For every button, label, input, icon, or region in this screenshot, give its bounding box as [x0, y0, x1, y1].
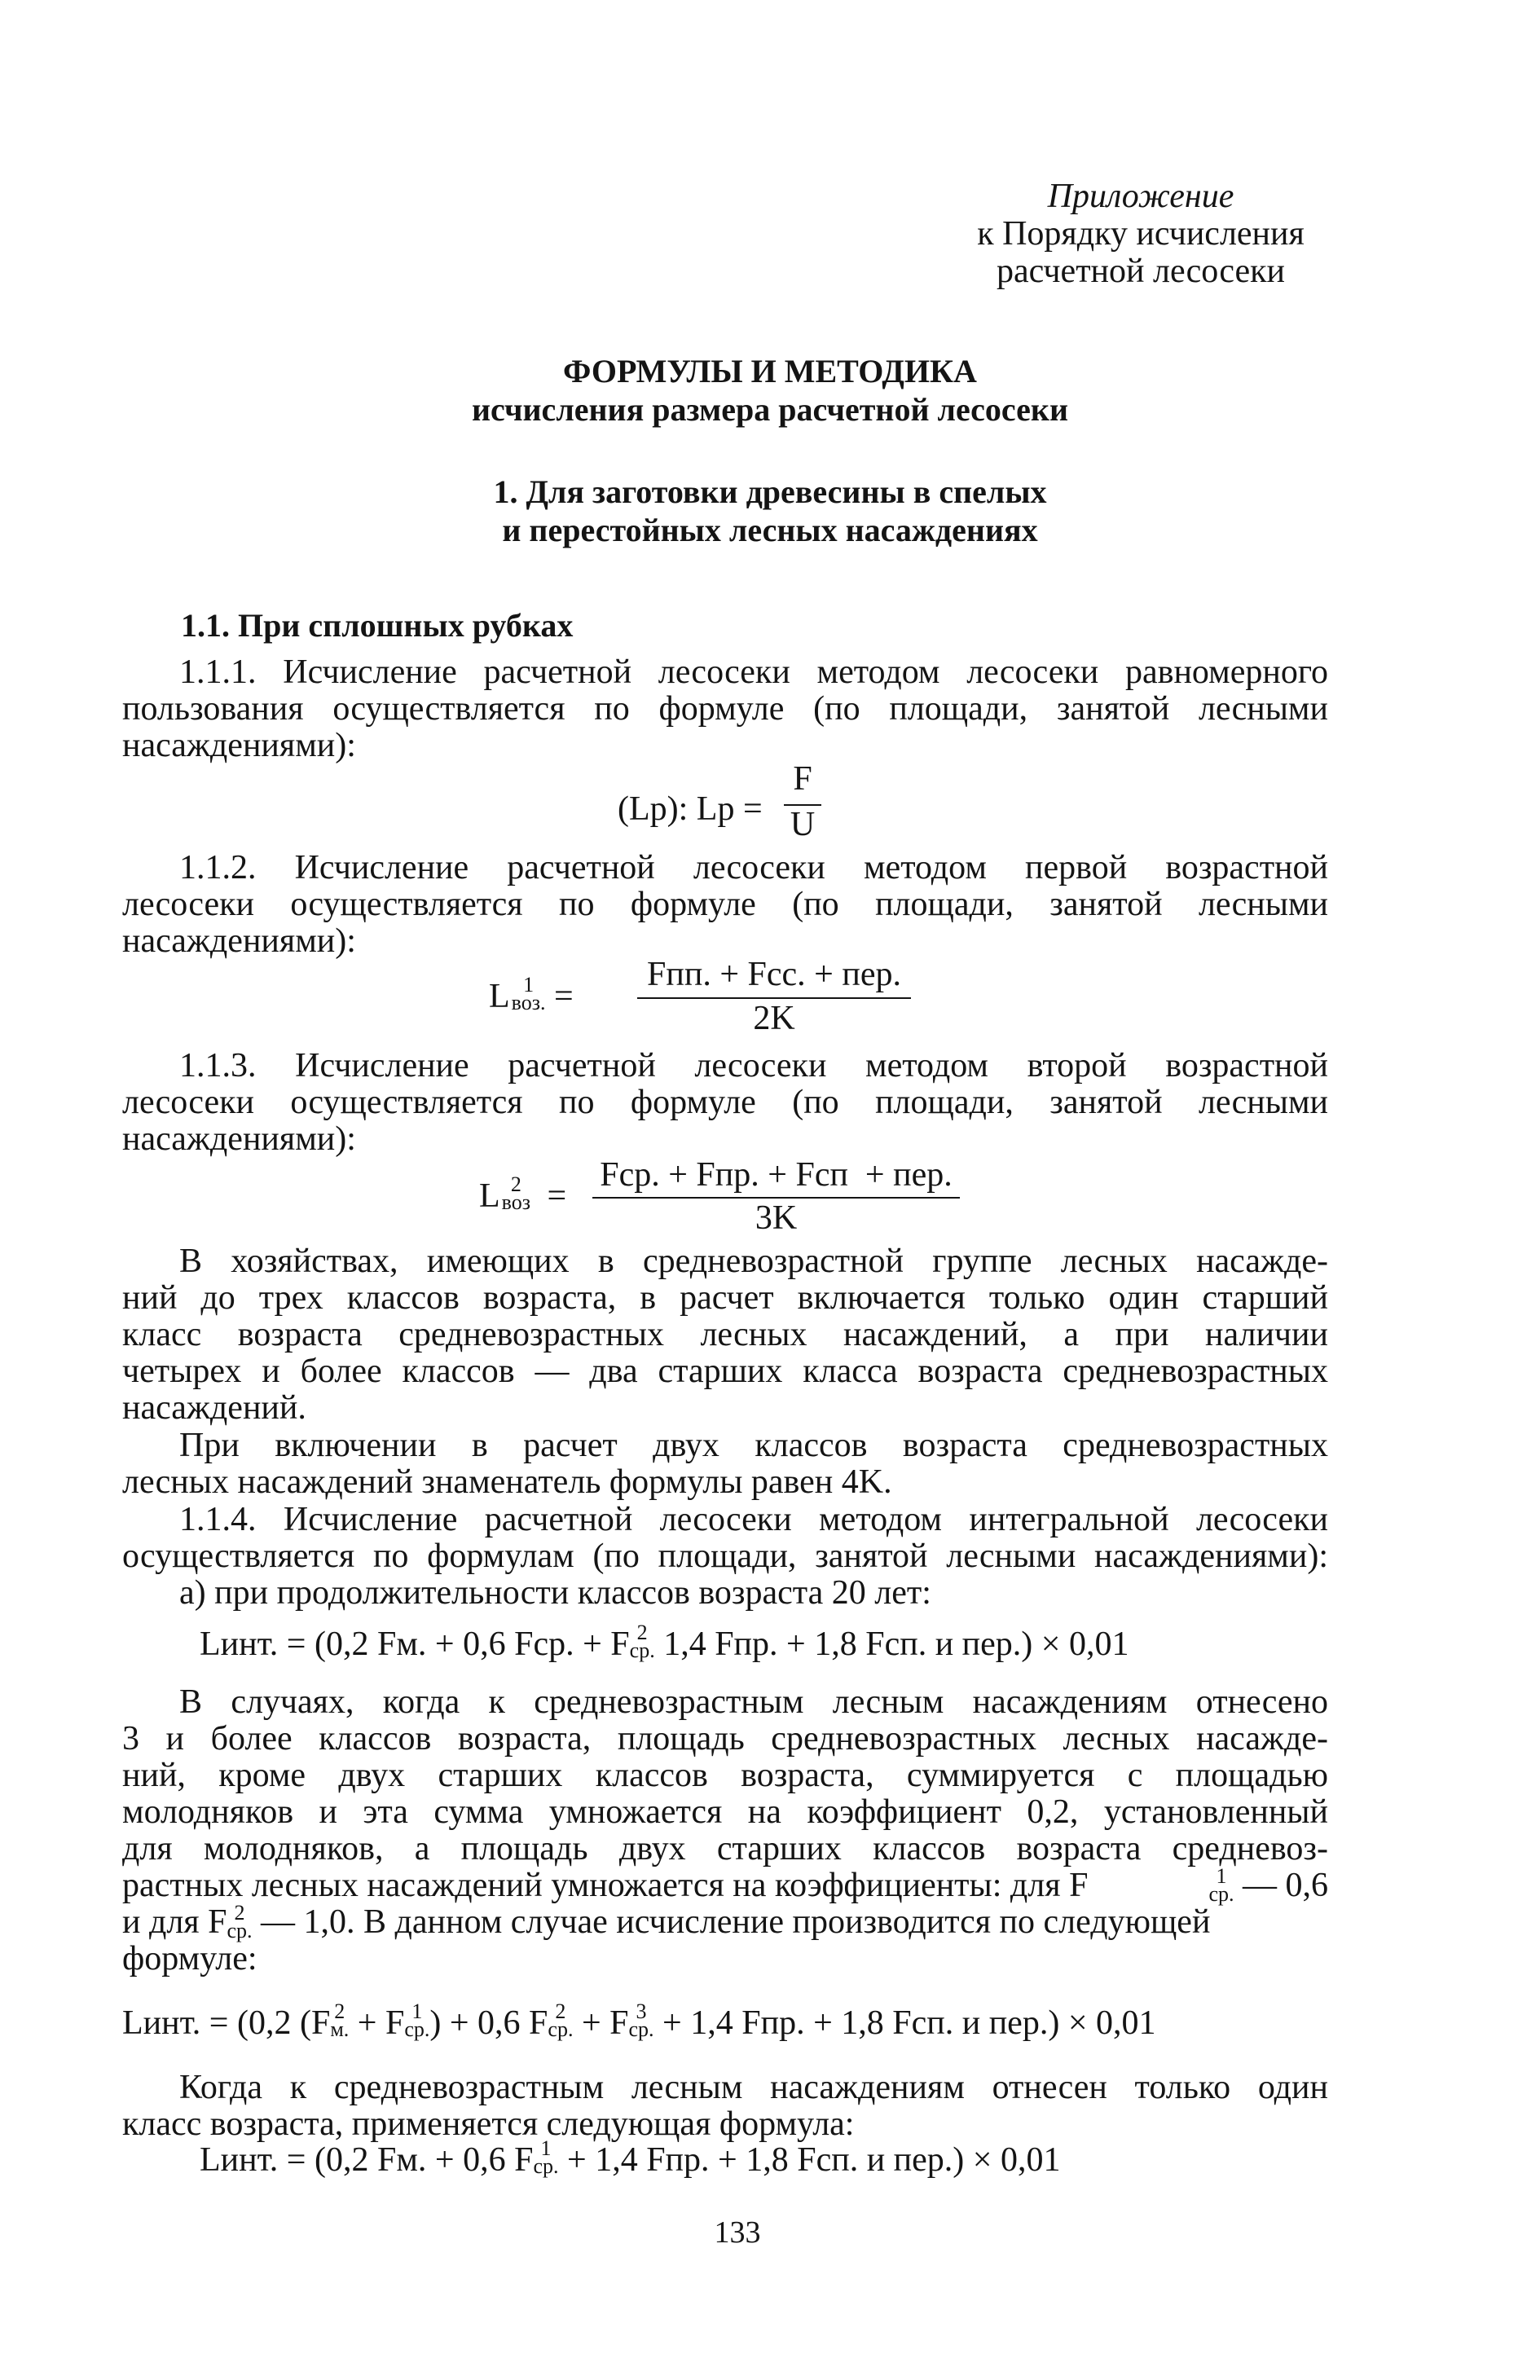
- formula-l1-equals: =: [554, 978, 574, 1015]
- paragraph-line: насаждениями):: [122, 1120, 356, 1158]
- appendix-title: Приложение: [1047, 178, 1234, 215]
- formula-lp-denominator: U: [790, 806, 816, 843]
- formula-part: Lинт. = (0,2 Fм. + 0,6 F: [200, 2141, 534, 2179]
- formula-superscript: 3: [636, 1999, 647, 2023]
- formula-subscript: м.: [330, 2017, 350, 2041]
- paragraph-line: формуле:: [122, 1940, 257, 1977]
- paragraph-line: 1.1.3. Исчисление расчетной лесосеки методом второй возрастной: [179, 1047, 1328, 1084]
- formula-integral-multiclass: [122, 1999, 1156, 2043]
- formula-part: + 1,4 Fпр. + 1,8 Fсп. и пер.) × 0,01: [653, 2004, 1156, 2042]
- paragraph-1-1-2: [122, 850, 1328, 960]
- paragraph-line: Когда к средневозрастным лесным насаждениям отнесен только один: [179, 2069, 1328, 2106]
- formula-superscript: 2: [334, 1999, 345, 2023]
- formula-l2-superscript: 2: [510, 1172, 521, 1196]
- formula-part: Lинт. = (0,2 (F: [122, 2004, 331, 2042]
- text-segment: растных лесных насаждений умножается на коэффициенты: для F: [122, 1867, 1089, 1904]
- paragraph-line: [122, 1901, 1328, 1942]
- paragraph-line: осуществляется по формулам (по площади, занятой лесными насаждениями):: [122, 1538, 1328, 1575]
- paragraph-line: пользования осуществляется по формуле (по площади, занятой лесными: [122, 690, 1328, 728]
- paragraph-line: насаждениями):: [122, 727, 356, 764]
- paragraph-line: При включении в расчет двух классов возраста средневозрастных: [179, 1427, 1328, 1464]
- formula-part: + 1,4 Fпр. + 1,8 Fсп. и пер.) × 0,01: [558, 2141, 1061, 2179]
- paragraph-line: для молодняков, а площадь двух старших классов возраста средневоз-: [122, 1830, 1328, 1867]
- formula-part: + F: [573, 2004, 629, 2042]
- formula-l1-subscript: воз.: [511, 991, 546, 1014]
- paragraph-1-1-3: [122, 1048, 1328, 1158]
- text-segment: и для F: [122, 1903, 227, 1941]
- formula-lp-numerator: F: [793, 760, 812, 798]
- formula-l2-symbol: L: [479, 1177, 500, 1215]
- paragraph-line: ний, кроме двух старших классов возраста, суммируется с площадью: [122, 1757, 1328, 1794]
- paragraph-line: В хозяйствах, имеющих в средневозрастной группе лесных насажде-: [179, 1243, 1328, 1280]
- formula-l2-denominator: 3K: [755, 1199, 798, 1237]
- title-line: ФОРМУЛЫ И МЕТОДИКА: [563, 353, 977, 389]
- formula-integral-one-class: [200, 2136, 1061, 2180]
- paragraph-line: четырех и более классов — два старших класса возраста средневозрастных: [122, 1353, 1328, 1390]
- formula-subscript: ср.: [628, 2017, 654, 2041]
- paragraph-line: ний до трех классов возраста, в расчет включается только один старший: [122, 1279, 1328, 1317]
- appendix-line: расчетной лесосеки: [996, 253, 1286, 290]
- formula-superscript: 2: [555, 1999, 566, 2023]
- text-segment: — 0,6: [1234, 1867, 1328, 1904]
- page-number: 133: [714, 2215, 761, 2250]
- paragraph-line: 1.1.4. Исчисление расчетной лесосеки методом интегральной лесосеки: [179, 1501, 1328, 1538]
- inline-superscript: 1: [1216, 1864, 1227, 1888]
- paragraph-line: класс возраста средневозрастных лесных насаждений, а при наличии: [122, 1316, 1328, 1353]
- formula-l1-lhs: [489, 973, 574, 1017]
- formula-subscript: ср.: [629, 1639, 655, 1662]
- formula-l2-equals: =: [547, 1177, 567, 1215]
- section-heading: [244, 473, 1296, 549]
- paragraph-line: класс возраста, применяется следующая формула:: [122, 2105, 855, 2143]
- formula-part: + F: [349, 2004, 405, 2042]
- paragraph-line: лесосеки осуществляется по формуле (по площади, занятой лесными: [122, 886, 1328, 923]
- paragraph-1-1-4: [122, 1502, 1328, 1612]
- paragraph-line: [122, 1864, 1328, 1906]
- inline-subscript: ср.: [1208, 1882, 1234, 1906]
- section-heading-line: 1. Для заготовки древесины в спелых: [493, 473, 1047, 510]
- formula-subscript: ср.: [404, 2017, 430, 2041]
- text-segment: — 1,0. В данном случае исчисление производится по следующей: [252, 1903, 1211, 1941]
- formula-part: Lинт. = (0,2 Fм. + 0,6 Fср. + F: [200, 1626, 630, 1663]
- paragraph-households: [122, 1243, 1328, 1427]
- formula-integral-20: [200, 1621, 1129, 1665]
- paragraph-line: 1.1.1. Исчисление расчетной лесосеки методом лесосеки равномерного: [179, 653, 1328, 691]
- paragraph-line: лесосеки осуществляется по формуле (по площади, занятой лесными: [122, 1084, 1328, 1121]
- formula-superscript: 1: [540, 2136, 552, 2160]
- formula-subscript: ср.: [548, 2017, 574, 2041]
- formula-l2-subscript: воз: [501, 1190, 531, 1214]
- formula-part: 1,4 Fпр. + 1,8 Fсп. и пер.) × 0,01: [654, 1626, 1129, 1663]
- paragraph-line: В случаях, когда к средневозрастным лесным насаждениям отнесено: [179, 1683, 1328, 1721]
- paragraph-line: 3 и более классов возраста, площадь средневозрастных лесных насажде-: [122, 1720, 1328, 1758]
- paragraph-line: насаждениями):: [122, 922, 356, 960]
- paragraph-line: молодняков и эта сумма умножается на коэффициент 0,2, установленный: [122, 1793, 1328, 1831]
- document-title: [244, 352, 1296, 429]
- paragraph-line: насаждений.: [122, 1389, 306, 1427]
- paragraph-line: а) при продолжительности классов возраста 20 лет:: [179, 1574, 931, 1612]
- formula-superscript: 2: [636, 1621, 648, 1644]
- section-heading-line: и перестойных лесных насаждениях: [502, 512, 1038, 548]
- formula-part: ) + 0,6 F: [429, 2004, 548, 2042]
- formula-l1-numerator: Fпп. + Fсс. + пер.: [647, 956, 901, 993]
- paragraph-line: 1.1.2. Исчисление расчетной лесосеки методом первой возрастной: [179, 849, 1328, 886]
- paragraph-line: лесных насаждений знаменатель формулы равен 4K.: [122, 1463, 892, 1501]
- formula-superscript: 1: [411, 1999, 423, 2023]
- paragraph-1-1-1: [122, 654, 1328, 764]
- title-line: исчисления размера расчетной лесосеки: [471, 391, 1069, 428]
- formula-l1-symbol: L: [489, 978, 510, 1015]
- paragraph-inclusion: [122, 1428, 1328, 1501]
- appendix-header: [937, 178, 1344, 290]
- formula-l2-lhs: [479, 1172, 567, 1216]
- formula-lp-lhs: (Lр): Lр =: [618, 790, 763, 828]
- paragraph-one-class: [122, 2070, 1328, 2143]
- subsection-heading: 1.1. При сплошных рубках: [181, 607, 574, 644]
- inline-subscript: ср.: [227, 1919, 253, 1942]
- formula-l2-numerator: Fср. + Fпр. + Fсп + пер.: [600, 1156, 953, 1194]
- paragraph-cases: [122, 1684, 1328, 1977]
- formula-subscript: ср.: [533, 2154, 559, 2178]
- inline-superscript: 2: [234, 1901, 245, 1925]
- formula-l1-denominator: 2K: [753, 1000, 795, 1037]
- appendix-line: к Порядку исчисления: [977, 215, 1305, 253]
- formula-l1-superscript: 1: [523, 973, 535, 996]
